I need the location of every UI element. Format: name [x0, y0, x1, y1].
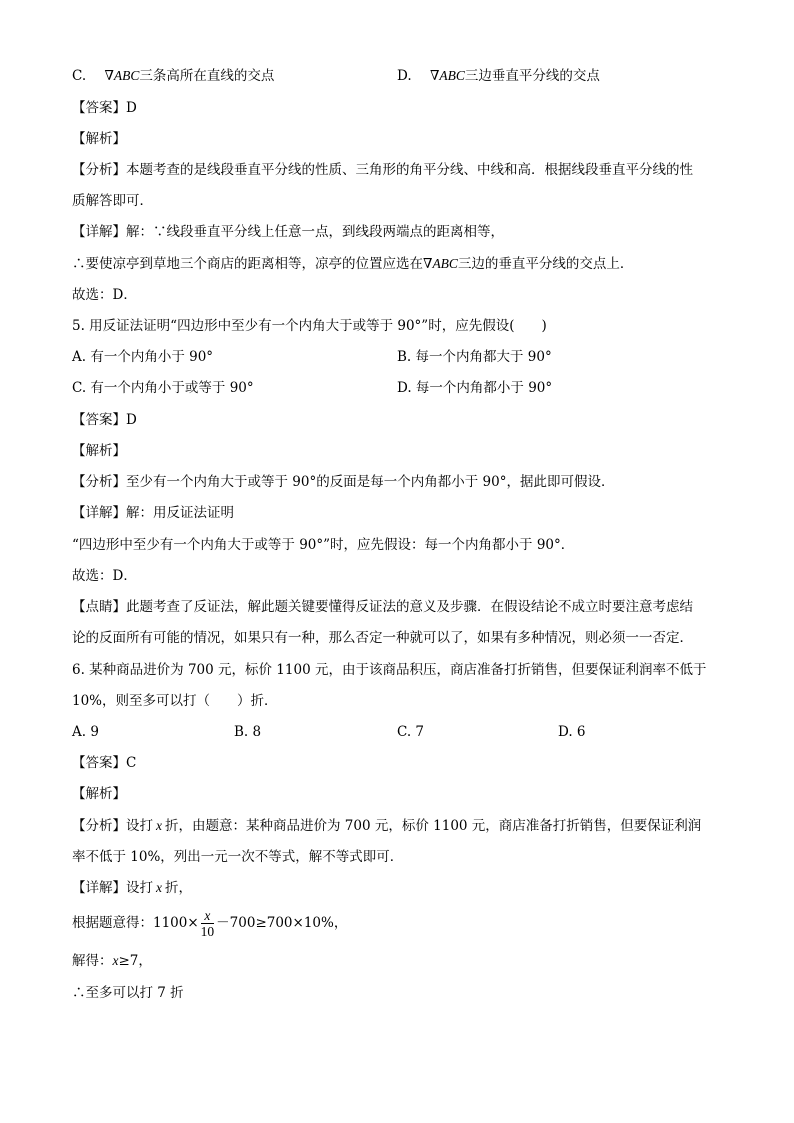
q5-detail-line-2: “四边形中至少有一个内角大于或等于 90°”时，应先假设：每一个内角都小于 90°． [72, 537, 575, 553]
q6-option-b: B. 8 [234, 724, 262, 740]
q4-jiexi-heading: 【解析】 [72, 131, 126, 147]
q4-choose: 故选：D． [72, 287, 137, 303]
q4-detail-line-2: ∴要使凉亭到草地三个商店的距离相等，凉亭的位置应选在∇ABC三边的垂直平分线的交点上． [72, 256, 634, 272]
fraction-numerator: x [201, 908, 215, 924]
q5-option-c: C. 有一个内角小于或等于 90° [72, 380, 254, 396]
option-letter: C. [72, 68, 87, 84]
q6-detail-line-1: 【详解】设打 x 折， [72, 880, 192, 896]
fraction-denominator: 10 [200, 924, 215, 939]
q4-option-d [397, 66, 600, 86]
fraction [201, 908, 215, 939]
q5-answer: 【答案】D [72, 412, 137, 428]
triangle-symbol: ∇ [104, 68, 114, 84]
triangle-name: ABC [439, 68, 465, 83]
option-text: 三边垂直平分线的交点 [464, 68, 600, 84]
q5-choose: 故选：D． [72, 568, 137, 584]
q6-option-a: A. 9 [72, 724, 99, 740]
q4-analysis-line-2: 质解答即可． [72, 193, 153, 209]
q4-answer: 【答案】D [72, 100, 137, 116]
q5-detail-line-1: 【详解】解：用反证法证明 [72, 505, 234, 521]
q5-option-b: B. 每一个内角都大于 90° [397, 349, 552, 365]
q6-option-d: D. 6 [558, 724, 586, 740]
variable-x: x [156, 880, 162, 895]
q5-option-d: D. 每一个内角都小于 90° [397, 380, 553, 396]
q5-jiexi-heading: 【解析】 [72, 443, 126, 459]
triangle-name: ABC [113, 68, 140, 83]
q6-equation: 根据题意得：1100× $\frac{x}{10}$ －700≥700×10%， [72, 908, 348, 939]
option-text: 三条高所在直线的交点 [139, 68, 275, 84]
q5-analysis: 【分析】至少有一个内角大于或等于 90°的反面是每一个内角都小于 90°，据此即可假设． [72, 474, 615, 490]
q5-comment-line-2: 论的反面所有可能的情况，如果只有一种，那么否定一种就可以了，如果有多种情况，则必须一一否定． [72, 630, 693, 646]
triangle-name: ABC [432, 256, 458, 271]
q6-stem-line-1: 6. 某种商品进价为 700 元，标价 1100 元，由于该商品积压，商店准备打折销售，但要保证利润率不低于 [72, 662, 707, 678]
q6-conclusion: ∴至多可以打 7 折 [72, 985, 184, 1001]
q6-stem-line-2: 10%，则至多可以打（ ）折． [72, 693, 278, 709]
q6-solution: 解得：x≥7， [72, 953, 152, 969]
q4-detail-line-1: 【详解】解：∵线段垂直平分线上任意一点，到线段两端点的距离相等， [72, 224, 504, 240]
q6-option-c: C. 7 [397, 724, 425, 740]
q6-jiexi-heading: 【解析】 [72, 786, 126, 802]
q4-analysis-line-1: 【分析】本题考查的是线段垂直平分线的性质、三角形的角平分线、中线和高．根据线段垂直平分线的性 [72, 162, 693, 178]
q5-stem: 5. 用反证法证明“四边形中至少有一个内角大于或等于 90°”时，应先假设( ) [72, 318, 547, 334]
triangle-symbol: ∇ [429, 68, 440, 84]
q5-comment-line-1: 【点睛】此题考查了反证法，解此题关键要懂得反证法的意义及步骤．在假设结论不成立时要注意考虑结 [72, 599, 693, 615]
q5-option-a: A. 有一个内角小于 90° [72, 349, 214, 365]
variable-x: x [156, 818, 162, 833]
option-letter: D. [397, 68, 412, 84]
q6-analysis-line-2: 率不低于 10%，列出一元一次不等式，解不等式即可． [72, 849, 404, 865]
triangle-symbol: ∇ [423, 256, 433, 272]
q6-answer: 【答案】C [72, 755, 137, 771]
q4-option-c [72, 66, 274, 86]
q6-analysis-line-1: 【分析】设打 x 折，由题意：某种商品进价为 700 元，标价 1100 元，商店准备打折销售，但要保证利润 [72, 818, 702, 834]
variable-x: x [112, 953, 119, 968]
